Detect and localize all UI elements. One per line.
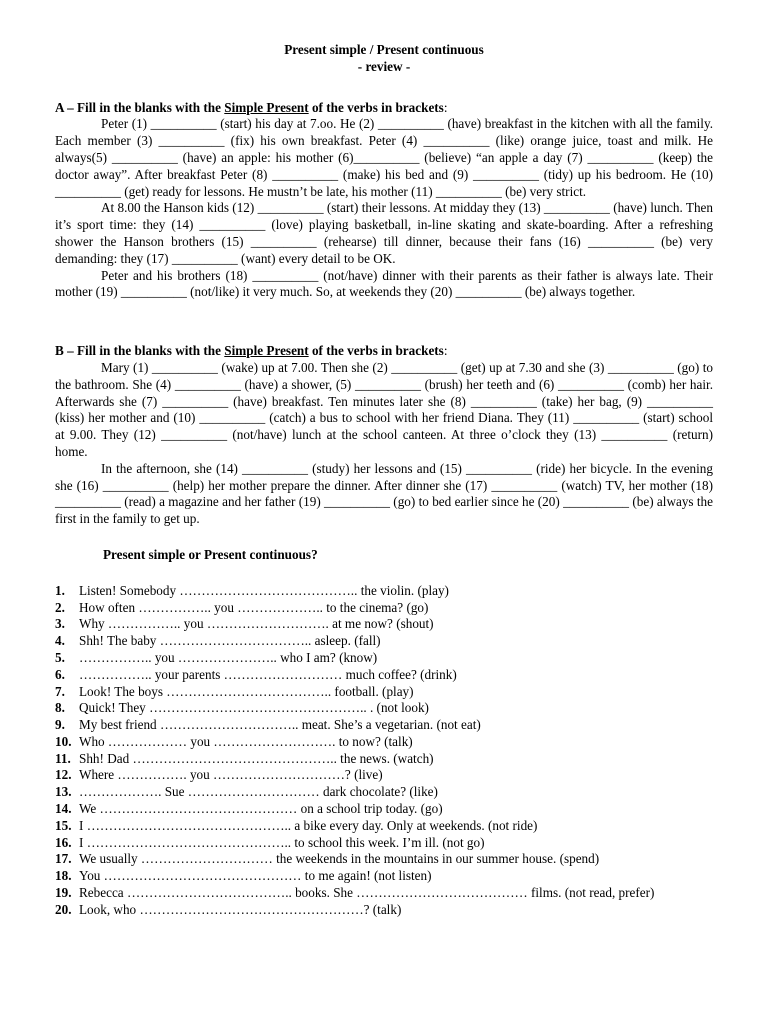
list-item: 16. I ……………………………………….. to school this week. I’m ill. (not go) bbox=[55, 834, 485, 850]
section-a-paragraph: Peter (1) __________ (start) his day at 7.oo. He (2) __________ (have) breakfast in the kitchen with all the family. Each member (3) __________ (fix) his own breakfast. Peter (4) __________ (like) orange juice, toast and milk. He always(5) __________ (have) an apple: his mother (6)__________ (believe) “an apple a day (7) __________ (keep) the doctor away”. After breakfast Peter (8) __________ (make) his bed and (9) __________ (tidy) up his bedroom. He (10) __________ (get) ready for lessons. He mustn’t be late, his mother (11) __________ (be) very strict. bbox=[55, 116, 713, 199]
list-item: 5. …………….. you ………………….. who I am? (know) bbox=[55, 649, 378, 665]
list-item: 8. Quick! They ………………………………………….. . (not look) bbox=[55, 700, 429, 716]
list-item: 1. Listen! Somebody ………………………………….. the violin. (play) bbox=[55, 582, 449, 598]
section-b-paragraph: Mary (1) __________ (wake) up at 7.00. Then she (2) __________ (get) up at 7.30 and she (3) __________ (go) to the bathroom. She (4) __________ (have) a shower, (5) __________ (brush) her teeth and (6) __________ (comb) her hair. Afterwards she (7) __________ (have) breakfast. Ten minutes later she (8) __________ (take) her bag, (9) __________ (kiss) her mother and (10) __________ (catch) a bus to school with her friend Diana. They (11) __________ (start) school at 9.00. They (12) __________ (not/have) lunch at the school canteen. At three o’clock they (13) __________ (return) home. bbox=[55, 359, 713, 459]
list-item: 7. Look! The boys ……………………………….. football. (play) bbox=[55, 683, 414, 699]
list-item: 9. My best friend ………………………….. meat. She’s a vegetarian. (not eat) bbox=[55, 717, 481, 733]
list-item: 4. Shh! The baby …………………………….. asleep. (fall) bbox=[55, 633, 381, 649]
worksheet-subtitle: - review - bbox=[357, 58, 411, 74]
section-b-paragraph: In the afternoon, she (14) __________ (study) her lessons and (15) __________ (ride) her bicycle. In the evening she (16) __________ (help) her mother prepare the dinner. After dinner she (17) __________ (watch) TV, her mother (18) __________ (read) a magazine and her father (19) __________ (go) to bed earlier since he (20) __________ (be) always the first in the family to get up. bbox=[55, 460, 713, 527]
list-item: 18. You ……………………………………… to me again! (not listen) bbox=[55, 868, 432, 884]
list-item: 12. Where ……………. you …………………………? (live) bbox=[55, 767, 383, 783]
list-item: 10. Who ……………… you ………………………. to now? (talk) bbox=[55, 733, 413, 749]
list-item: 14. We ……………………………………… on a school trip today. (go) bbox=[55, 801, 443, 817]
section-a-paragraph: Peter and his brothers (18) __________ (not/have) dinner with their parents as their father is always late. Their mother (19) __________ (not/like) it very much. So, at weekends they (20) __________ (be) always together. bbox=[55, 267, 713, 300]
list-item: 20. Look, who ……………………………………………? (talk) bbox=[55, 901, 402, 917]
list-item: 17. We usually ………………………… the weekends in the mountains in our summer house. (spend) bbox=[55, 851, 600, 867]
section-c-heading: Present simple or Present continuous? bbox=[103, 546, 318, 562]
section-a-paragraph: At 8.00 the Hanson kids (12) __________ (start) their lessons. At midday they (13) __________ (have) lunch. Then it’s sport time: they (14) __________ (love) playing basketball, in-line skating and skate-boarding. After a refreshing shower the Hanson brothers (15) __________ (rehearse) till dinner, because their fans (16) __________ (be) very demanding: they (17) __________ (want) every detail to be OK. bbox=[55, 200, 713, 266]
section-b-heading-underlined: Simple Present bbox=[224, 343, 309, 359]
list-item: 6. …………….. your parents ……………………… much coffee? (drink) bbox=[55, 666, 457, 682]
list-item: 15. I ……………………………………….. a bike every day. Only at weekends. (not ride) bbox=[55, 817, 538, 833]
list-item: 19. Rebecca ……………………………….. books. She ………………………………… films. (not read, prefer) bbox=[55, 885, 655, 901]
list-item: 3. Why …………….. you ………………………. at me now? (shout) bbox=[55, 616, 434, 632]
worksheet-page bbox=[55, 42, 713, 919]
section-b-heading: B – Fill in the blanks with the Simple Present of the verbs in brackets: bbox=[55, 343, 448, 359]
question-list bbox=[55, 583, 713, 919]
list-item: 11. Shh! Dad ……………………………………….. the news. (watch) bbox=[55, 750, 434, 766]
list-item: 2. How often …………….. you ……………….. to the cinema? (go) bbox=[55, 599, 429, 615]
worksheet-title: Present simple / Present continuous bbox=[284, 42, 484, 57]
section-a-heading-underlined: Simple Present bbox=[224, 99, 309, 115]
list-item: 13. ………………. Sue ………………………… dark chocolate? (like) bbox=[55, 784, 438, 800]
section-a-heading: A – Fill in the blanks with the Simple Present of the verbs in brackets: bbox=[55, 99, 448, 115]
